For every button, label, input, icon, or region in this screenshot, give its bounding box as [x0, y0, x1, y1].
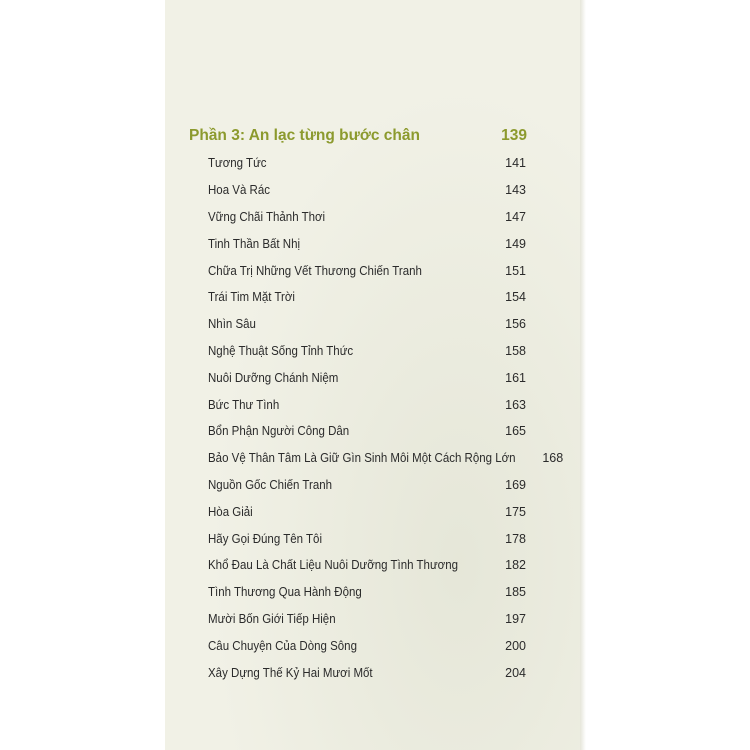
toc-entry-title: Tình Thương Qua Hành Động — [208, 585, 362, 600]
toc-entry — [208, 257, 526, 284]
toc-entry-page-number: 161 — [505, 370, 526, 385]
toc-entry — [208, 632, 526, 659]
toc-entry-title: Hoa Và Rác — [208, 183, 271, 198]
toc-entry-title: Bức Thư Tình — [208, 397, 280, 412]
toc-entry-title: Tương Tức — [208, 156, 267, 171]
toc-entry-page-number: 165 — [505, 424, 526, 439]
toc-entry-page-number: 182 — [505, 558, 526, 573]
toc-entry-page-number: 200 — [505, 638, 526, 653]
part-page-number: 139 — [501, 127, 527, 144]
part-title: Phần 3: An lạc từng bước chân — [189, 127, 420, 144]
toc-entry-title: Nguồn Gốc Chiến Tranh — [208, 477, 333, 492]
toc-entry-page-number: 197 — [505, 611, 526, 626]
toc-entry-title: Xây Dựng Thế Kỷ Hai Mươi Mốt — [208, 665, 373, 680]
toc-entry — [208, 579, 526, 606]
toc-entry — [208, 525, 526, 552]
toc-entry — [208, 606, 526, 633]
toc-entry-title: Khổ Đau Là Chất Liệu Nuôi Dưỡng Tình Thương — [208, 558, 458, 573]
toc-entry-title: Nuôi Dưỡng Chánh Niệm — [208, 370, 339, 385]
page-edge-shadow — [580, 0, 586, 750]
part-heading — [189, 125, 527, 147]
toc-entry-title: Bảo Vệ Thân Tâm Là Giữ Gìn Sinh Môi Một Cách Rộng Lớn — [208, 451, 516, 466]
toc-entry-page-number: 163 — [505, 397, 526, 412]
toc-entry-title: Trái Tim Mặt Trời — [208, 290, 295, 305]
toc-entry-title: Bổn Phận Người Công Dân — [208, 424, 350, 439]
toc-entry-title: Mười Bốn Giới Tiếp Hiện — [208, 611, 336, 626]
table-of-contents — [208, 150, 564, 686]
toc-entry-title: Nhìn Sâu — [208, 317, 256, 332]
toc-entry-title: Nghệ Thuật Sống Tỉnh Thức — [208, 343, 354, 358]
toc-entry — [208, 472, 526, 499]
toc-entry-title: Hãy Gọi Đúng Tên Tôi — [208, 531, 323, 546]
toc-entry — [208, 552, 526, 579]
toc-entry — [208, 338, 526, 365]
toc-entry-page-number: 169 — [505, 477, 526, 492]
toc-entry-page-number: 175 — [505, 504, 526, 519]
toc-entry-page-number: 154 — [505, 290, 526, 305]
toc-entry — [208, 177, 526, 204]
toc-entry-title: Tinh Thần Bất Nhị — [208, 236, 301, 251]
toc-entry-page-number: 185 — [505, 585, 526, 600]
toc-entry-title: Câu Chuyện Của Dòng Sông — [208, 638, 357, 653]
toc-entry-page-number: 149 — [505, 236, 526, 251]
toc-entry-page-number: 151 — [505, 263, 526, 278]
toc-entry — [208, 150, 526, 177]
toc-entry — [208, 418, 526, 445]
toc-entry — [208, 659, 526, 686]
toc-entry — [208, 311, 526, 338]
toc-entry — [208, 445, 564, 472]
toc-entry-page-number: 158 — [505, 343, 526, 358]
toc-entry-page-number: 141 — [505, 156, 526, 171]
toc-entry — [208, 230, 526, 257]
toc-entry-title: Chữa Trị Những Vết Thương Chiến Tranh — [208, 263, 422, 278]
toc-entry-page-number: 204 — [505, 665, 526, 680]
toc-entry — [208, 204, 526, 231]
toc-entry-page-number: 143 — [505, 183, 526, 198]
toc-entry-title: Hòa Giải — [208, 504, 253, 519]
toc-entry-page-number: 147 — [505, 209, 526, 224]
toc-entry — [208, 364, 526, 391]
toc-entry-page-number: 168 — [542, 451, 564, 466]
toc-entry-page-number: 156 — [505, 317, 526, 332]
toc-entry — [208, 284, 526, 311]
toc-entry — [208, 391, 526, 418]
toc-entry-title: Vững Chãi Thảnh Thơi — [208, 209, 326, 224]
toc-entry-page-number: 178 — [505, 531, 526, 546]
toc-entry — [208, 498, 526, 525]
